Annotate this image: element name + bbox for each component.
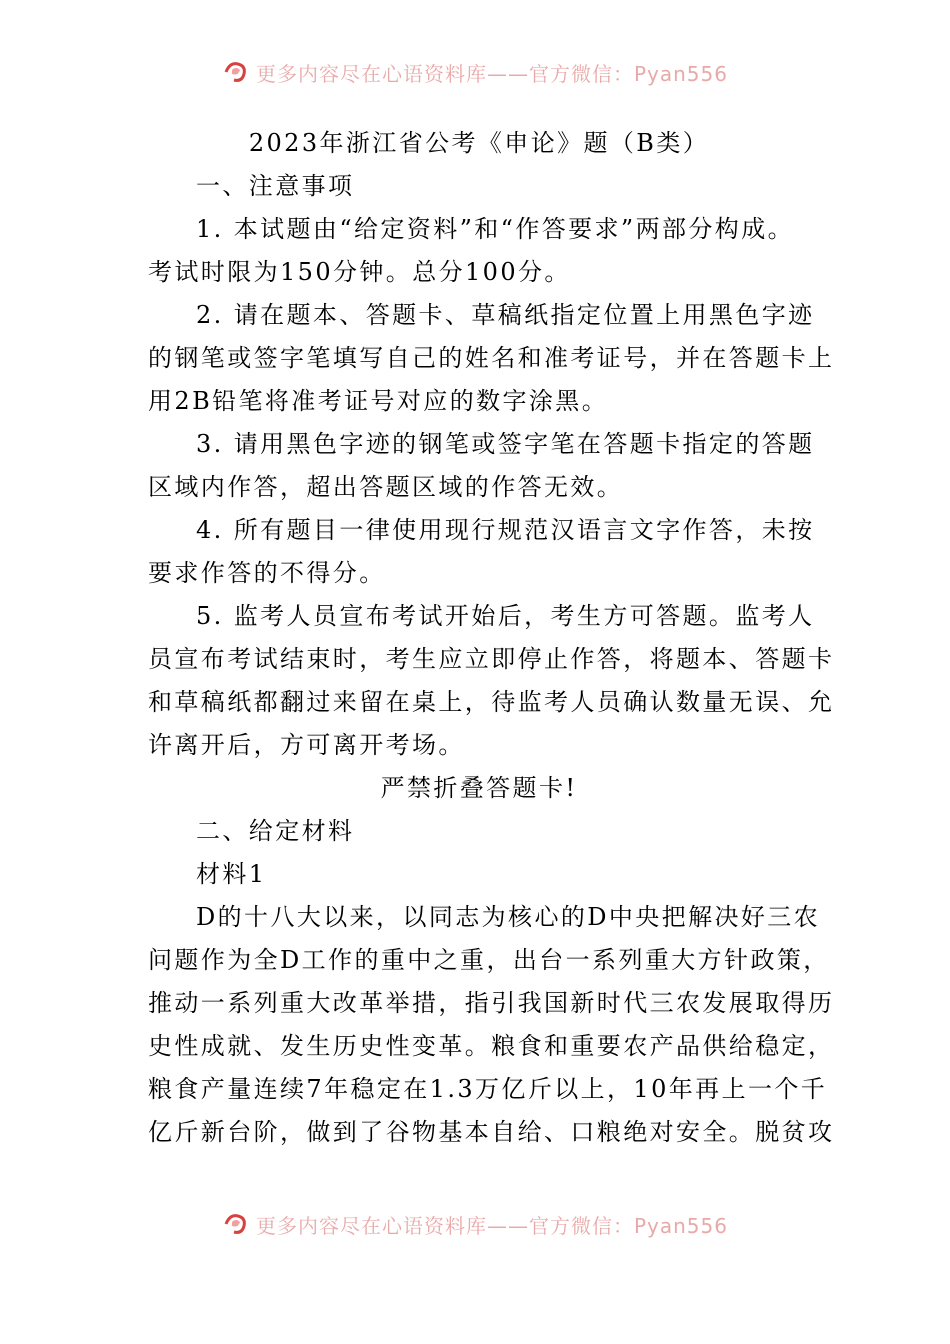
material-line: 问题作为全D工作的重中之重，出台一系列重大方针政策， [148,946,830,974]
notice-5-line: 和草稿纸都翻过来留在桌上，待监考人员确认数量无误、允 [148,688,835,716]
material-title: 材料1 [196,860,267,888]
notice-5-line: 员宣布考试结束时，考生应立即停止作答，将题本、答题卡 [148,645,835,673]
notice-5-line: 5. 监考人员宣布考试开始后，考生方可答题。监考人 [196,602,815,630]
notice-5-line: 许离开后，方可离开考场。 [148,731,465,759]
notice-1-line: 1. 本试题由“给定资料”和“作答要求”两部分构成。 [196,215,795,243]
notice-4-line: 要求作答的不得分。 [148,559,386,587]
document-title: 2023年浙江省公考《申论》题（B类） [248,129,710,157]
notice-2-line: 2. 请在题本、答题卡、草稿纸指定位置上用黑色字迹 [196,301,815,329]
brand-logo-icon [222,58,250,86]
notice-1-line: 考试时限为150分钟。总分100分。 [148,258,571,286]
material-line: 亿斤新台阶，做到了谷物基本自给、口粮绝对安全。脱贫攻 [148,1118,835,1146]
section-heading-notices: 一、注意事项 [196,172,355,200]
warning-text: 严禁折叠答题卡! [380,774,578,802]
material-line: 推动一系列重大改革举措，指引我国新时代三农发展取得历 [148,989,835,1017]
exam-document [148,122,835,1154]
material-line: D的十八大以来，以同志为核心的D中央把解决好三农 [196,903,821,931]
notice-2-line: 用2B铅笔将准考证号对应的数字涂黑。 [148,387,609,415]
material-line: 史性成就、发生历史性变革。粮食和重要农产品供给稳定， [148,1032,835,1060]
header-watermark-banner [0,52,950,92]
section-heading-materials: 二、给定材料 [196,817,355,845]
material-line: 粮食产量连续7年稳定在1.3万亿斤以上，10年再上一个千 [148,1075,828,1103]
brand-logo-icon [222,1210,250,1238]
notice-2-line: 的钢笔或签字笔填写自己的姓名和准考证号，并在答题卡上 [148,344,835,372]
watermark-text: 更多内容尽在心语资料库——官方微信：Pyan556 [255,1213,728,1238]
notice-3-line: 3. 请用黑色字迹的钢笔或签字笔在答题卡指定的答题 [196,430,815,458]
footer-watermark-banner [0,1204,950,1244]
watermark-text: 更多内容尽在心语资料库——官方微信：Pyan556 [255,61,728,86]
notice-3-line: 区域内作答，超出答题区域的作答无效。 [148,473,624,501]
notice-4-line: 4. 所有题目一律使用现行规范汉语言文字作答，未按 [196,516,815,544]
